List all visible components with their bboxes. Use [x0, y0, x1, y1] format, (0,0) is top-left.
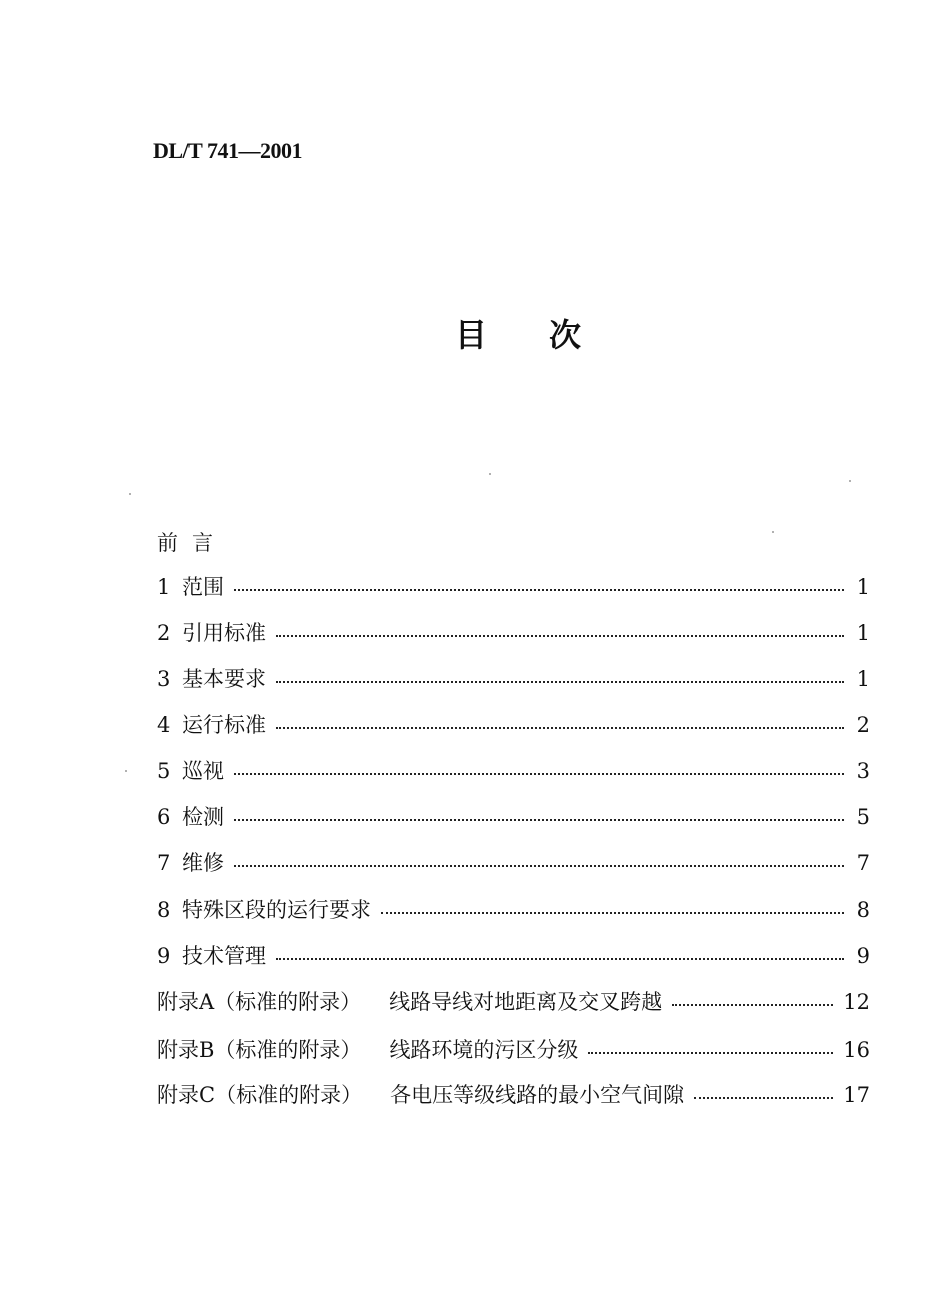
- toc-entry-number: 3: [157, 667, 171, 691]
- toc-entry-page: 9: [856, 944, 870, 968]
- toc-appendix-prefix: 附录B（标准的附录）: [157, 1038, 362, 1062]
- scan-speck: [125, 770, 127, 772]
- toc-entry-number: 4: [157, 713, 171, 737]
- toc-entry-label: 范围: [182, 575, 224, 599]
- toc-entry-number: 6: [157, 805, 171, 829]
- toc-appendix-page: 12: [843, 990, 870, 1014]
- toc-entry[interactable]: [157, 894, 870, 924]
- toc-appendix-label: 线路环境的污区分级: [389, 1038, 579, 1062]
- toc-title: [0, 310, 950, 354]
- toc-entry[interactable]: [157, 847, 870, 877]
- toc-entry-number: 8: [157, 898, 171, 922]
- toc-entry-number: 1: [157, 575, 171, 599]
- toc-appendix-page: 17: [843, 1083, 870, 1107]
- toc-leader-dots: [276, 681, 844, 683]
- toc-entry-page: 3: [856, 759, 870, 783]
- toc-entry[interactable]: [157, 617, 870, 647]
- toc-leader-dots: [694, 1097, 833, 1099]
- toc-leader-dots: [234, 865, 844, 867]
- toc-entry[interactable]: [157, 663, 870, 693]
- toc-appendix-prefix: 附录A（标准的附录）: [157, 990, 362, 1014]
- toc-entry[interactable]: [157, 801, 870, 831]
- toc-leader-dots: [276, 635, 844, 637]
- toc-appendix-label: 各电压等级线路的最小空气间隙: [390, 1083, 685, 1107]
- scan-speck: [489, 473, 491, 475]
- toc-title-char-1: 目: [455, 316, 488, 354]
- toc-entry-label: 技术管理: [182, 944, 266, 968]
- toc-entry[interactable]: [157, 571, 870, 601]
- toc-appendix-entry[interactable]: [157, 986, 870, 1016]
- toc-leader-dots: [588, 1052, 833, 1054]
- toc-entry-label: 维修: [182, 851, 224, 875]
- toc-entry-label: 基本要求: [182, 667, 266, 691]
- toc-entry[interactable]: [157, 755, 870, 785]
- toc-title-char-2: 次: [549, 316, 582, 354]
- toc-entry-page: 7: [856, 851, 870, 875]
- toc-leader-dots: [672, 1004, 833, 1006]
- toc-entry-page: 1: [856, 621, 870, 645]
- toc-entry-number: 2: [157, 621, 171, 645]
- toc-entry-number: 9: [157, 944, 171, 968]
- toc-leader-dots: [381, 912, 844, 914]
- toc-entry-label: 运行标准: [182, 713, 266, 737]
- toc-entry-page: 2: [856, 713, 870, 737]
- toc-entry-label: 引用标准: [182, 621, 266, 645]
- toc-appendix-prefix: 附录C（标准的附录）: [157, 1083, 363, 1107]
- toc-entry-number: 5: [157, 759, 171, 783]
- toc-entry-label: 检测: [182, 805, 224, 829]
- toc-leader-dots: [234, 589, 844, 591]
- toc-entry[interactable]: [157, 940, 870, 970]
- toc-leader-dots: [276, 958, 844, 960]
- toc-foreword: 前言: [157, 531, 227, 555]
- scan-speck: [849, 480, 851, 482]
- document-id: DL/T 741—2001: [153, 138, 302, 163]
- toc-leader-dots: [276, 727, 844, 729]
- toc-leader-dots: [234, 819, 844, 821]
- toc-entry-page: 1: [856, 667, 870, 691]
- toc-entry-label: 特殊区段的运行要求: [182, 898, 371, 922]
- toc-entry-page: 1: [856, 575, 870, 599]
- toc-appendix-page: 16: [843, 1038, 870, 1062]
- scan-speck: [772, 531, 774, 533]
- toc-entry-label: 巡视: [182, 759, 224, 783]
- toc-entry-page: 5: [856, 805, 870, 829]
- toc-entry[interactable]: [157, 709, 870, 739]
- toc-appendix-label: 线路导线对地距离及交叉跨越: [389, 990, 663, 1014]
- scan-speck: [129, 493, 131, 495]
- toc-leader-dots: [234, 773, 844, 775]
- toc-appendix-entry[interactable]: [157, 1079, 870, 1109]
- toc-entry-page: 8: [856, 898, 870, 922]
- toc-appendix-entry[interactable]: [157, 1034, 870, 1064]
- toc-entry-number: 7: [157, 851, 171, 875]
